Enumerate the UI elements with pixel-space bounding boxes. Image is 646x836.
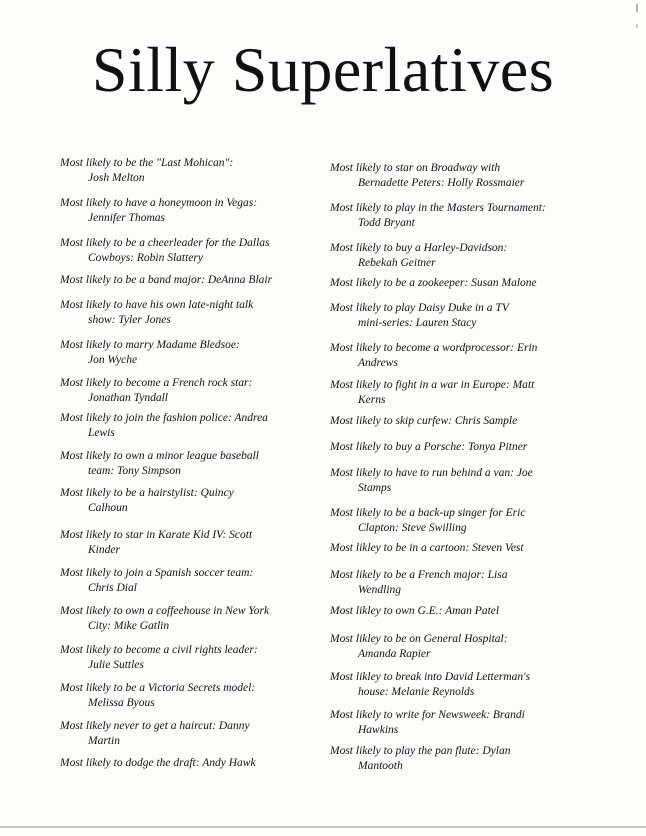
superlative-category: Most likely to be the "Last Mohican": <box>60 157 234 169</box>
superlative-entry <box>330 414 585 429</box>
superlative-name: Mantooth <box>358 759 403 772</box>
superlative-name: Todd Bryant <box>358 216 415 229</box>
superlative-category: Most likely to marry Madame Bledsoe: <box>60 339 240 351</box>
superlative-category: Most likely to be a French major: Lisa <box>330 569 508 581</box>
superlative-name: Rebekah Geitner <box>358 256 436 269</box>
superlative-entry <box>60 486 315 515</box>
superlative-entry <box>60 449 315 478</box>
superlative-name: Stamps <box>358 481 392 494</box>
superlative-entry <box>330 632 585 661</box>
superlative-category: Most likley to be in a cartoon: Steven Vest <box>330 542 524 554</box>
superlative-entry <box>60 156 315 185</box>
superlative-entry <box>330 541 585 556</box>
superlative-entry <box>60 566 315 595</box>
superlative-entry <box>330 301 585 330</box>
superlative-entry <box>330 670 585 699</box>
superlative-entry <box>330 161 585 190</box>
superlative-name: Wendling <box>358 583 402 596</box>
superlative-entry <box>330 201 585 230</box>
superlative-name: Melissa Byous <box>88 696 155 709</box>
superlative-entry <box>330 241 585 270</box>
superlative-name: Jon Wyche <box>88 353 138 366</box>
superlative-category: Most likely to write for Newsweek: Brandi <box>330 709 525 721</box>
superlative-category: Most likley to break into David Letterman's <box>330 671 531 683</box>
superlative-category: Most likely to have to run behind a van: Joe <box>330 467 533 479</box>
superlative-entry <box>60 196 315 225</box>
superlative-entry <box>330 341 585 370</box>
superlative-name: Lewis <box>88 426 115 439</box>
superlative-category: Most likely to star on Broadway with <box>330 162 501 174</box>
edge-mark <box>636 4 638 124</box>
superlative-name: team: Tony Simpson <box>88 464 181 477</box>
superlative-name: Kinder <box>88 543 120 556</box>
superlative-entry <box>330 440 585 455</box>
superlative-category: Most likely to become a French rock star: <box>60 377 253 389</box>
superlative-entry <box>330 568 585 597</box>
superlative-entry <box>330 604 585 619</box>
superlative-entry <box>330 378 585 407</box>
superlative-entry <box>60 376 315 405</box>
superlative-entry <box>60 273 315 288</box>
superlative-category: Most likely to join the fashion police: Andrea <box>60 412 268 424</box>
superlative-name: Clapton: Steve Swilling <box>358 521 467 534</box>
superlative-entry <box>60 236 315 265</box>
superlative-entry <box>60 604 315 633</box>
superlative-name: Cowboys: Robin Slattery <box>88 251 203 264</box>
superlative-category: Most likely to buy a Porsche: Tonya Pitner <box>330 441 528 453</box>
superlative-category: Most likely to fight in a war in Europe: Matt <box>330 379 535 391</box>
superlative-entry <box>330 466 585 495</box>
superlative-category: Most likely to play Daisy Duke in a TV <box>330 302 509 314</box>
superlative-category: Most likely to become a civil rights leader: <box>60 644 258 656</box>
superlative-entry <box>60 298 315 327</box>
superlative-category: Most likely to be a hairstylist: Quincy <box>60 487 234 499</box>
superlative-entry <box>60 719 315 748</box>
superlative-category: Most likely to buy a Harley-Davidson: <box>330 242 508 254</box>
superlative-category: Most likely to star in Karate Kid IV: Scott <box>60 529 253 541</box>
superlative-name: Amanda Rapier <box>358 647 431 660</box>
superlative-name: Jonathan Tyndall <box>88 391 168 404</box>
superlative-entry <box>60 338 315 367</box>
superlative-category: Most likely to be a Victoria Secrets model: <box>60 682 256 694</box>
superlative-entry <box>60 643 315 672</box>
superlative-category: Most likley to own G.E.: Aman Patel <box>330 605 500 617</box>
superlative-name: house: Melanie Reynolds <box>358 685 475 698</box>
superlative-category: Most likely to skip curfew: Chris Sample <box>330 415 518 427</box>
superlative-entry <box>60 528 315 557</box>
superlative-entry <box>330 506 585 535</box>
superlative-name: Andrews <box>358 356 398 369</box>
superlative-name: mini-series: Lauren Stacy <box>358 316 477 329</box>
superlative-name: Kerns <box>358 393 386 406</box>
superlative-category: Most likely never to get a haircut: Danny <box>60 720 250 732</box>
superlative-entry <box>330 708 585 737</box>
bottom-rule <box>0 826 646 828</box>
superlative-entry <box>60 681 315 710</box>
superlative-name: Julie Suttles <box>88 658 144 671</box>
superlative-category: Most likely to own a coffeehouse in New York <box>60 605 270 617</box>
superlative-name: Jennifer Thomas <box>88 211 165 224</box>
superlative-name: Martin <box>88 734 120 747</box>
superlative-name: Hawkins <box>358 723 399 736</box>
superlative-category: Most likely to dodge the draft: Andy Hawk <box>60 757 256 769</box>
superlative-entry <box>60 411 315 440</box>
superlative-category: Most likely to own a minor league baseball <box>60 450 259 462</box>
superlative-category: Most likely to be a zookeeper: Susan Malone <box>330 277 537 289</box>
superlative-name: City: Mike Gatlin <box>88 619 170 632</box>
superlative-name: show: Tyler Jones <box>88 313 171 326</box>
page-title: Silly Superlatives <box>91 34 555 105</box>
superlative-category: Most likely to have a honeymoon in Vegas: <box>60 197 258 209</box>
superlative-category: Most likely to be a band major: DeAnna Blair <box>60 274 273 286</box>
superlative-category: Most likely to play the pan flute: Dylan <box>330 745 511 757</box>
superlative-name: Josh Melton <box>88 171 145 184</box>
superlative-category: Most likely to have his own late-night talk <box>60 299 254 311</box>
superlative-category: Most likely to be a cheerleader for the Dallas <box>60 237 270 249</box>
superlative-category: Most likely to join a Spanish soccer team: <box>60 567 254 579</box>
superlative-category: Most likely to be a back-up singer for Eric <box>330 507 526 519</box>
superlative-category: Most likely to play in the Masters Tournament: <box>330 202 546 214</box>
superlative-entry <box>330 744 585 773</box>
superlative-name: Calhoun <box>88 501 128 514</box>
superlative-name: Chris Dial <box>88 581 137 594</box>
superlative-entry <box>330 276 585 291</box>
superlative-category: Most likley to be on General Hospital: <box>330 633 508 645</box>
superlative-entry <box>60 756 315 771</box>
superlative-name: Bernadette Peters: Holly Rossmaier <box>358 176 525 189</box>
superlative-category: Most likely to become a wordprocessor: Erin <box>330 342 538 354</box>
